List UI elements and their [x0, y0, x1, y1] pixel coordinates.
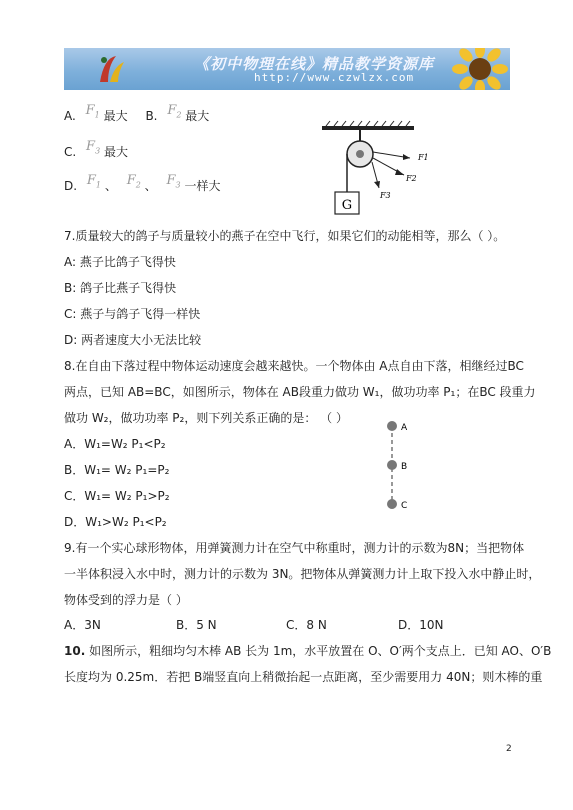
q6-option-a[interactable]: A. $F_1$ 最大 B. $F_2$ 最大 — [64, 103, 210, 123]
weight-label: G — [341, 198, 353, 213]
q7-option-b[interactable]: B: 鸽子比燕子飞得快 — [64, 281, 177, 295]
q9-option-d[interactable]: D．10N — [398, 618, 444, 632]
point-a-label: A — [401, 423, 408, 433]
page-number: 2 — [506, 744, 512, 754]
q10-stem-line2: 长度均为 0.25m．若把 B端竖直向上稍微抬起一点距离，至少需要用力 40N；则木棒的重 — [64, 670, 543, 684]
q8-option-c[interactable]: C．W₁= W₂ P₁>P₂ — [64, 489, 170, 503]
q7-option-c[interactable]: C: 燕子与鸽子飞得一样快 — [64, 307, 201, 321]
q10-number: 10. — [64, 644, 86, 658]
pulley-figure — [318, 120, 438, 220]
q8-option-b[interactable]: B．W₁= W₂ P₁=P₂ — [64, 463, 170, 477]
point-c-label: C — [401, 501, 408, 511]
q7-stem: 7.质量较大的鸽子与质量较小的燕子在空中飞行，如果它们的动能相等，那么（ ）。 — [64, 229, 506, 243]
force-symbol: $F_1$ — [85, 103, 100, 120]
q9-option-b[interactable]: B．5 N — [176, 618, 217, 632]
falling-object-figure — [380, 414, 420, 514]
point-b-label: B — [401, 462, 408, 472]
site-url[interactable]: http://www.czwlzx.com — [254, 71, 415, 84]
header-banner — [64, 48, 510, 90]
f1-label: F1 — [418, 153, 429, 162]
q9-stem-line3: 物体受到的浮力是（ ） — [64, 593, 188, 607]
force-symbol: $F_1$ — [86, 173, 102, 190]
q9-option-a[interactable]: A．3N — [64, 618, 101, 632]
q7-option-d[interactable]: D: 两者速度大小无法比较 — [64, 333, 202, 347]
q10-stem-line1: 10. 如图所示，粗细均匀木棒 AB 长为 1m，水平放置在 O、O′两个支点上．已知 AO、O′B — [64, 644, 552, 658]
q8-stem-line2: 两点，已知 AB=BC，如图所示，物体在 AB段重力做功 W₁，做功功率 P₁；在BC 段重力 — [64, 385, 536, 399]
q6-option-d[interactable]: D. $F_1$ 、 $F_2$ 、 $F_3$ 一样大 — [64, 173, 221, 193]
f2-label: F2 — [406, 174, 417, 183]
site-logo-icon — [94, 52, 128, 86]
f3-label: F3 — [380, 191, 391, 200]
force-symbol: $F_2$ — [126, 173, 141, 190]
q8-option-d[interactable]: D．W₁>W₂ P₁<P₂ — [64, 515, 167, 529]
q6-option-c[interactable]: C. $F_3$ 最大 — [64, 139, 128, 159]
force-symbol: $F_2$ — [167, 103, 182, 120]
force-symbol: $F_3$ — [166, 173, 181, 190]
q8-stem-line1: 8.在自由下落过程中物体运动速度会越来越快。一个物体由 A点自由下落，相继经过BC — [64, 359, 524, 373]
q9-option-c[interactable]: C．8 N — [286, 618, 327, 632]
q9-stem-line2: 一半体积浸入水中时，测力计的示数为 3N。把物体从弹簧测力计上取下投入水中静止时， — [64, 567, 541, 581]
q7-option-a[interactable]: A: 燕子比鸽子飞得快 — [64, 255, 176, 269]
site-title: 《初中物理在线》精品教学资源库 — [194, 55, 435, 73]
q8-stem-line3: 做功 W₂，做功功率 P₂，则下列关系正确的是： （ ） — [64, 411, 348, 425]
force-symbol: $F_3$ — [86, 139, 101, 156]
sunflower-icon — [452, 48, 508, 90]
q9-stem-line1: 9.有一个实心球形物体，用弹簧测力计在空气中称重时，测力计的示数为8N；当把物体 — [64, 541, 525, 555]
q8-option-a[interactable]: A．W₁=W₂ P₁<P₂ — [64, 437, 166, 451]
